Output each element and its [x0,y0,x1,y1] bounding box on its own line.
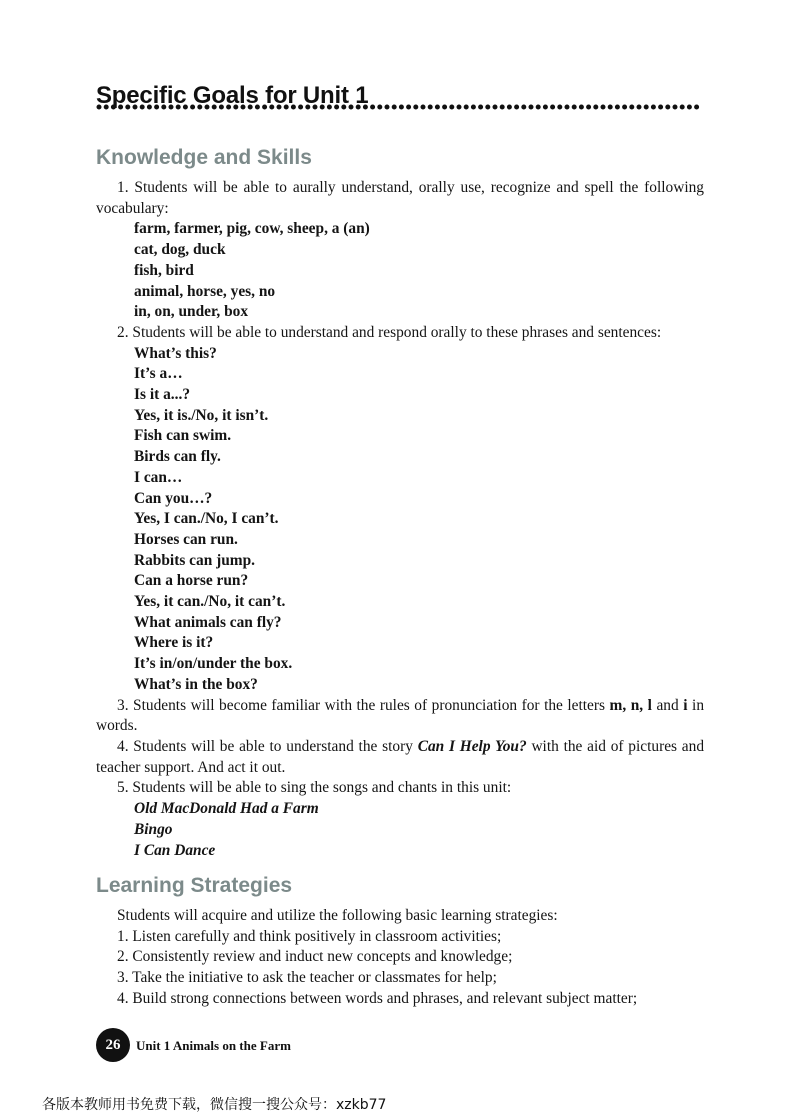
phrase-line: Yes, I can./No, I can’t. [134,510,279,528]
goal-3 [96,696,704,737]
song-list [96,799,704,861]
goal-3-letter-i: i [683,696,688,714]
phrase-line: Birds can fly. [134,448,221,466]
strategy-list [96,927,704,1010]
phrase-line: Can you…? [134,489,213,507]
page-number-badge: 26 [96,1028,130,1062]
phrase-line: What animals can fly? [134,613,282,631]
phrase-line: What’s this? [134,344,217,362]
phrase-list [96,344,704,696]
phrase-line: It’s a… [134,365,183,383]
goal-4 [96,737,704,778]
section-heading-knowledge: Knowledge and Skills [96,146,312,169]
vocabulary-list [96,219,704,323]
knowledge-section-body [96,178,704,861]
phrase-line: Yes, it is./No, it isn’t. [134,406,269,424]
watermark-text: 各版本教师用书免费下载，微信搜一搜公众号：xzkb77 [42,1097,387,1113]
vocabulary-line: fish, bird [134,261,194,279]
vocabulary-line: farm, farmer, pig, cow, sheep, a (an) [134,220,370,238]
phrase-line: Yes, it can./No, it can’t. [134,593,286,611]
phrase-line: Is it a...? [134,386,191,404]
section-heading-strategies: Learning Strategies [96,874,293,897]
strategies-intro: Students will acquire and utilize the following basic learning strategies: [117,907,558,924]
song-title: Bingo [134,820,173,838]
strategy-item: 4. Build strong connections between words and phrases, and relevant subject matter; [117,989,638,1007]
phrase-line: Horses can run. [134,530,238,548]
song-title: Old MacDonald Had a Farm [134,800,319,818]
phrase-line: I can… [134,468,183,486]
vocabulary-line: in, on, under, box [134,303,249,321]
footer-unit-title: Unit 1 Animals on the Farm [136,1038,291,1053]
song-title: I Can Dance [134,841,216,859]
phrase-line: Where is it? [134,634,214,652]
goal-3-letters: m, n, l [609,696,652,714]
strategy-item: 1. Listen carefully and think positively in classroom activities; [117,927,502,945]
page-title: Specific Goals for Unit 1 [96,82,369,109]
phrase-line: It’s in/on/under the box. [134,655,293,673]
goal-2: 2. Students will be able to understand and respond orally to these phrases and sentences: [117,323,662,341]
goal-3-text: 3. Students will become familiar with the rules of pronunciation for the letters [117,696,606,714]
vocabulary-line: animal, horse, yes, no [134,282,276,300]
phrase-line: Can a horse run? [134,572,249,590]
phrase-line: Fish can swim. [134,427,232,445]
strategies-section-body [96,906,704,1010]
goal-4-story-title: Can I Help You? [417,737,527,755]
strategy-item: 2. Consistently review and induct new concepts and knowledge; [117,948,513,966]
goal-3-and: and [656,696,679,714]
goal-3-end: in words. [96,696,705,735]
strategy-item: 3. Take the initiative to ask the teacher or classmates for help; [117,969,497,987]
goal-5: 5. Students will be able to sing the songs and chants in this unit: [117,779,512,797]
goal-4-start: 4. Students will be able to understand the story [117,737,413,755]
vocabulary-line: cat, dog, duck [134,241,226,259]
phrase-line: Rabbits can jump. [134,551,256,569]
title-dotted-rule [96,104,702,110]
goal-1: 1. Students will be able to aurally understand, orally use, recognize and spell the following vocabulary: [96,179,704,217]
goal-4-end: with the aid of pictures and teacher support. And act it out. [96,737,705,776]
phrase-line: What’s in the box? [134,675,258,693]
